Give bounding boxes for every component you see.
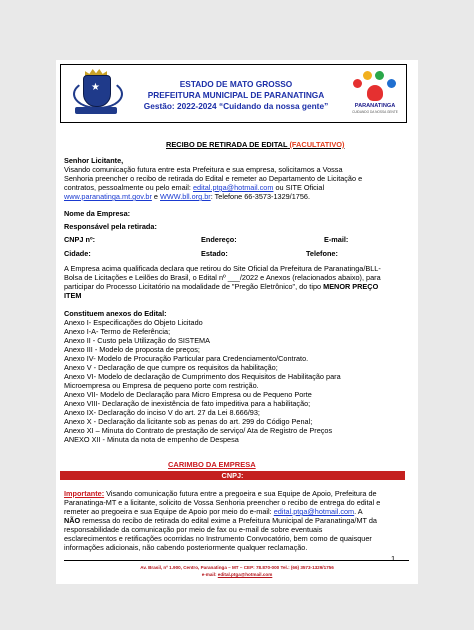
declaration-line-1: A Empresa acima qualificada declara que retirou do Site Oficial da Prefeitura de Paranatinga/BLL- (64, 264, 381, 273)
important-line-7: informações adicionais, não cabendo posteriormente qualquer reclamação. (64, 543, 308, 552)
declaration-item: ITEM (64, 291, 82, 300)
important-line-2: Paranatinga-MT e a licitante, solicito de Vossa Senhoria preencher o recibo de entrega do edital e (64, 498, 381, 507)
annex-item: ANEXO XII - Minuta da nota de empenho de Despesa (64, 435, 239, 444)
annex-item: Anexo VII- Modelo de Declaração para Micro Empresa ou de Pequeno Porte (64, 390, 312, 399)
prefecture-title: PREFEITURA MUNICIPAL DE PARANATINGA (147, 90, 325, 100)
annex-item: Anexo V - Declaração de que cumpre os requisitos da habilitação; (64, 363, 278, 372)
annexes-title: Constituem anexos do Edital: (64, 309, 167, 318)
field-company-name: Nome da Empresa: (64, 209, 131, 218)
annex-item: Anexo II - Custo pela Utilização do SISTEMA (64, 336, 211, 345)
document-page (56, 60, 418, 584)
intro-line-4: www.paranatinga.mt.gov.br e WWW.bll.org.br: Telefone 66-3573-1329/1756. (64, 192, 310, 201)
coat-of-arms-icon: ★ (71, 69, 121, 117)
greeting: Senhor Licitante, (64, 156, 124, 165)
annex-item: Anexo I-A- Termo de Referência; (64, 327, 171, 336)
important-email-link[interactable]: edital.ptga@hotmail.com (273, 507, 355, 516)
document-title (166, 140, 344, 149)
annex-item: Anexo IV- Modelo de Procuração Particular para Credenciamento/Contrato. (64, 354, 309, 363)
footer-email: e-mail: edital.ptga@hotmail.com (201, 572, 273, 577)
annex-item: Anexo III - Modelo de proposta de preços; (64, 345, 200, 354)
title-main: RECIBO DE RETIRADA DE EDITAL (166, 140, 288, 149)
important-line-1: Importante: Visando comunicação futura entre a pregoeira e sua Equipe de Apoio, Prefeitura de (64, 489, 377, 498)
title-optional: (FACULTATIVO) (289, 140, 345, 149)
field-state: Estado: (201, 249, 228, 258)
annex-item: Microempresa ou Empresa de pequeno porte com restrição. (64, 381, 259, 390)
annex-item: Anexo XI – Minuta do Contrato de prestação de serviço/ Ata de Registro de Preços (64, 426, 333, 435)
state-title: ESTADO DE MATO GROSSO (179, 79, 293, 89)
logo-tagline: CUIDANDO DA NOSSA GENTE (352, 110, 398, 114)
field-phone: Telefone: (306, 249, 338, 258)
company-stamp-title: CARIMBO DA EMPRESA (168, 460, 256, 469)
intro-line-2: Senhoria preencher o recibo de retirada do Edital e remeter ao Departamento de Licitação e (64, 174, 363, 183)
footer-address: Av. Brasil, nº 1.900, Centro, Paranatinga – MT – CEP: 78.870-000 Tel.: (66) 3573-1329/1756 (140, 565, 334, 570)
annex-item: Anexo IX- Declaração do inciso V do art. 27 da Lei 8.666/93; (64, 408, 260, 417)
field-responsible: Responsável pela retirada: (64, 222, 157, 231)
intro-line-3: contratos, pessoalmente ou pelo email: edital.ptga@hotmail.com ou SITE Oficial (64, 183, 325, 192)
cnpj-bar: CNPJ: (60, 471, 405, 480)
letterhead (60, 64, 407, 123)
field-address: Endereço: (201, 235, 237, 244)
declaration-line-3: participar do Processo Licitatório na modalidade de "Pregão Eletrônico", do tipo MENOR PREÇO (64, 282, 379, 291)
bll-site-link[interactable]: WWW.bll.org.br (160, 192, 211, 201)
field-email: E-mail: (324, 235, 349, 244)
declaration-line-2: Bolsa de Licitações e Leilões do Brasil, o Edital nº ___/2022 e Anexos (relacionados abaixo), para (64, 273, 381, 282)
intro-line-1: Visando comunicação futura entre esta Prefeitura e sua empresa, solicitamos a Vossa (64, 165, 343, 174)
page-number: 1 (391, 554, 396, 563)
annex-item: Anexo I- Especificações do Objeto Licitado (64, 318, 203, 327)
paranatinga-logo-icon (349, 67, 401, 119)
logo-wordmark: PARANATINGA (354, 103, 396, 109)
field-cnpj: CNPJ nº: (64, 235, 96, 244)
important-line-6: esclarecimentos e retificações ocorridas no Instrumento Convocatório, bem como de quaisquer (64, 534, 372, 543)
administration-slogan: Gestão: 2022-2024 “Cuidando da nossa gente” (143, 101, 329, 111)
important-label: Importante: (64, 489, 105, 498)
field-city: Cidade: (64, 249, 91, 258)
intro-email-link[interactable]: edital.ptga@hotmail.com (193, 183, 274, 192)
important-line-5: responsabilidade da comunicação por meio de fax ou e-mail de sobre eventuais (64, 525, 323, 534)
footer-divider (64, 560, 409, 561)
annex-item: Anexo VIII- Declaração de inexistência de fato impeditiva para a habilitação; (64, 399, 311, 408)
annex-item: Anexo X - Declaração da licitante sob as penas do art. 299 do Código Penal; (64, 417, 313, 426)
footer-email-link[interactable]: edital.ptga@hotmail.com (217, 572, 273, 577)
official-site-link[interactable]: www.paranatinga.mt.gov.br (64, 192, 152, 201)
important-line-3: remeter ao pregoeira e sua Equipe de Apoio por meio do e-mail: edital.ptga@hotmail.com. A (64, 507, 363, 516)
important-line-4: NÃO remessa do recibo de retirada do edital exime a Prefeitura Municipal de Paranatinga/MT da (64, 516, 377, 525)
annex-item: Anexo VI- Modelo de declaração de Cumprimento dos Requisitos de Habilitação para (64, 372, 341, 381)
